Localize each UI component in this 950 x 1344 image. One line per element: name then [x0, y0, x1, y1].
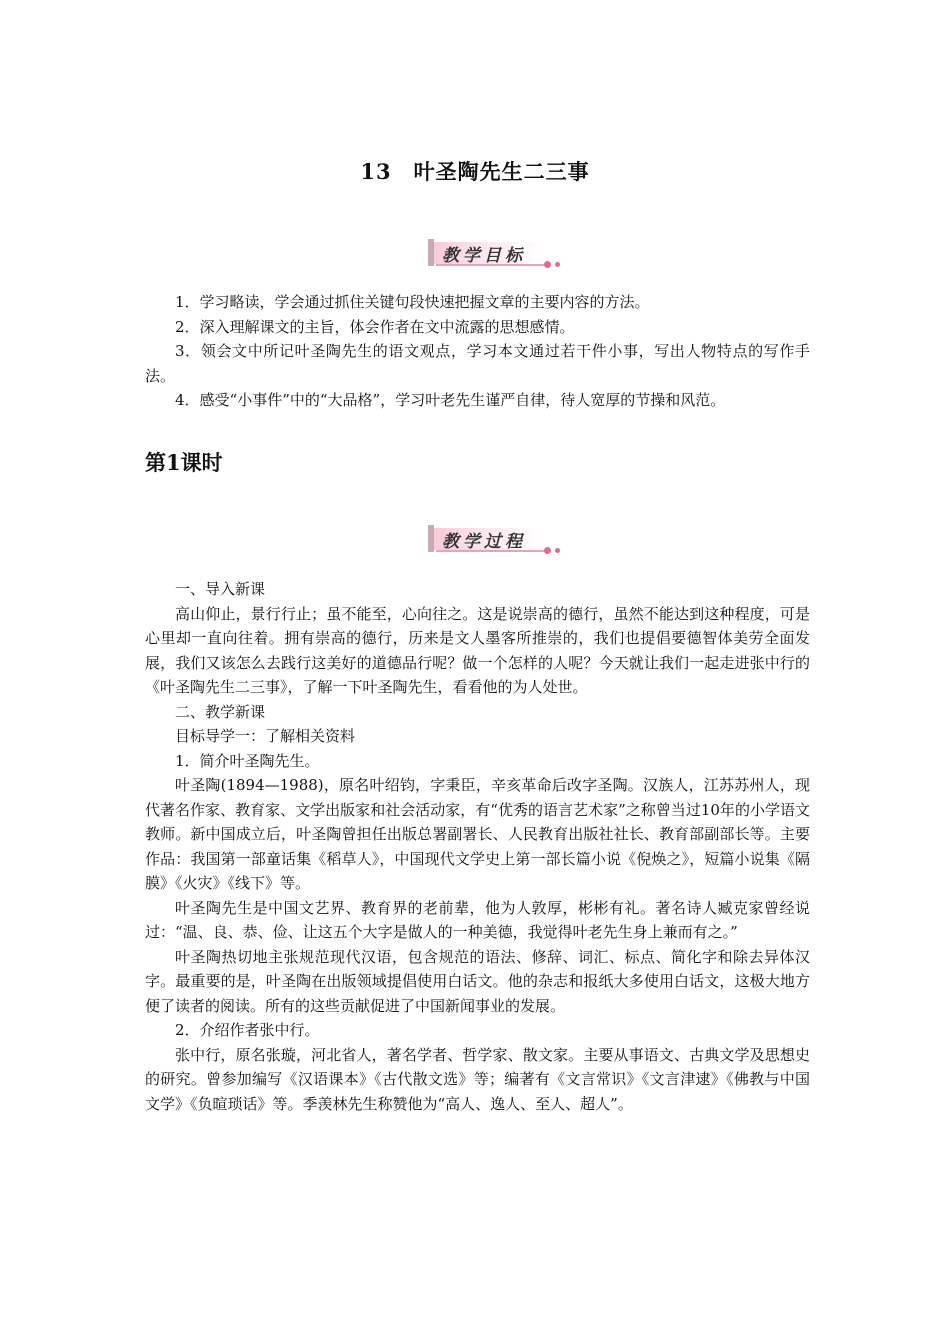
- goal-item: 1．学习略读，学会通过抓住关键句段快速把握文章的主要内容的方法。: [175, 293, 650, 311]
- goals-list: [145, 290, 810, 413]
- paragraph: 高山仰止，景行行止；虽不能至，心向往之。这是说崇高的德行，虽然不能达到这种程度，可是心里却一直向往着。拥有崇高的德行，历来是文人墨客所推崇的，我们也提倡要德智体美劳全面发展，我们又该怎么去践行这美好的道德品行呢？做一个怎样的人呢？今天就让我们一起走进张中行的《叶圣陶先生二三事》，了解一下叶圣陶先生，看看他的为人处世。: [145, 604, 810, 696]
- banner-label: 教学目标: [442, 246, 526, 266]
- goals-banner: [424, 235, 560, 269]
- page-title: 13 叶圣陶先生二三事: [360, 159, 590, 184]
- banner-dot: [544, 547, 551, 554]
- item-heading: 2．介绍作者张中行。: [175, 1021, 320, 1039]
- banner-dot: [544, 261, 551, 268]
- lesson-heading: 第1课时: [145, 450, 223, 475]
- goal-item: 4．感受“小事件”中的“大品格”，学习叶老先生谨严自律，待人宽厚的节操和风范。: [175, 391, 726, 409]
- process-body: [145, 577, 810, 1116]
- goal-item: 3．领会文中所记叶圣陶先生的语文观点，学习本文通过若干件小事，写出人物特点的写作手法。: [145, 342, 810, 385]
- banner-label: 教学过程: [442, 532, 526, 552]
- paragraph: 叶圣陶(1894—1988)，原名叶绍钧，字秉臣，辛亥革命后改字圣陶。汉族人，江苏苏州人，现代著名作家、教育家、文学出版家和社会活动家，有“优秀的语言艺术家”之称曾当过10年的小学语文教师。新中国成立后，叶圣陶曾担任出版总署副署长、人民教育出版社社长、教育部副部长等。主要作品：我国第一部童话集《稻草人》，中国现代文学史上第一部长篇小说《倪焕之》，短篇小说集《隔膜》《火灾》《线下》等。: [145, 776, 810, 892]
- paragraph: 叶圣陶热切地主张规范现代汉语，包含规范的语法、修辞、词汇、标点、简化字和除去异体汉字。最重要的是，叶圣陶在出版领域提倡使用白话文。他的杂志和报纸大多使用白话文，这极大地方便了读者的阅读。所有的这些贡献促进了中国新闻事业的发展。: [145, 947, 810, 1015]
- banner-bar: [428, 525, 434, 552]
- process-banner: [424, 521, 560, 555]
- paragraph: 叶圣陶先生是中国文艺界、教育界的老前辈，他为人敦厚，彬彬有礼。著名诗人臧克家曾经说过：“温、良、恭、俭、让这五个大字是做人的一种美德，我觉得叶老先生身上兼而有之。”: [145, 898, 810, 941]
- item-heading: 1．简介叶圣陶先生。: [175, 751, 320, 770]
- banner-dot: [555, 262, 560, 267]
- banner-dot: [555, 548, 560, 553]
- banner-bar: [428, 239, 434, 266]
- section-heading: 一、导入新课: [175, 580, 266, 598]
- paragraph: 张中行，原名张璇，河北省人，著名学者、哲学家、散文家。主要从事语文、古典文学及思想史的研究。曾参加编写《汉语课本》《古代散文选》等；编著有《文言常识》《文言津逮》《佛教与中国文学》《负暄琐话》等。季羡林先生称赞他为“高人、逸人、至人、超人”。: [145, 1045, 810, 1113]
- goal-item: 2．深入理解课文的主旨，体会作者在文中流露的思想感情。: [175, 317, 575, 336]
- subsection-heading: 目标导学一：了解相关资料: [175, 727, 356, 745]
- section-heading: 二、教学新课: [175, 702, 266, 721]
